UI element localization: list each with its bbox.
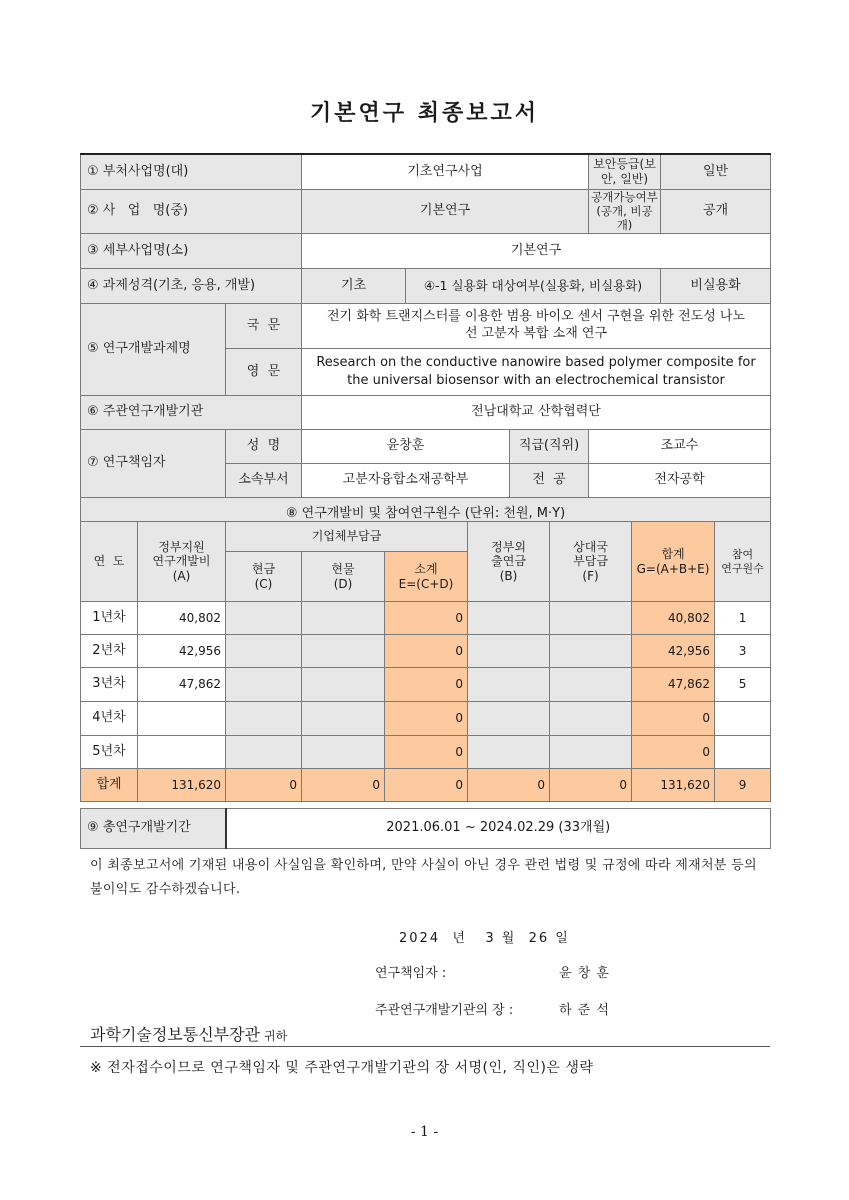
col-cash: 현금 (C) — [226, 552, 302, 602]
year-cell: 5년차 — [81, 736, 138, 769]
subtotal-cell: 0 — [385, 736, 468, 769]
sum-nongov-cell: 0 — [468, 769, 550, 802]
info-row-pi-name — [81, 429, 771, 463]
partner-cell — [550, 635, 632, 668]
info-row-ministry-program — [81, 154, 771, 189]
commercialization-label: ④-1 실용화 대상여부(실용화, 비실용화) — [406, 268, 661, 303]
cash-cell — [226, 602, 302, 635]
gov-cell — [138, 736, 226, 769]
nongov-cell — [468, 702, 550, 736]
gov-cell — [138, 702, 226, 736]
pi-rank-label: 직급(직위) — [510, 429, 589, 463]
pi-label: ⑦ 연구책임자 — [81, 429, 226, 497]
subtotal-cell: 0 — [385, 602, 468, 635]
subprogram-value: 기본연구 — [302, 233, 771, 268]
sum-researchers-cell: 9 — [715, 769, 771, 802]
subprogram-label: ③ 세부사업명(소) — [81, 233, 302, 268]
program-value: 기본연구 — [302, 189, 589, 233]
program-label: ② 사 업 명(중) — [81, 189, 302, 233]
col-subtotal: 소계 E=(C+D) — [385, 552, 468, 602]
in-kind-cell — [302, 702, 385, 736]
date-year-unit: 년 — [452, 931, 467, 946]
col-partner-country: 상대국 부담금 (F) — [550, 522, 632, 602]
year-cell: 2년차 — [81, 635, 138, 668]
table-total-row — [81, 769, 771, 802]
pi-dept-value: 고분자융합소재공학부 — [302, 463, 510, 497]
nongov-cell — [468, 602, 550, 635]
total-cell: 47,862 — [632, 668, 715, 702]
period-label: ⑨ 총연구개발기간 — [81, 809, 226, 849]
col-year: 연 도 — [81, 522, 138, 602]
pi-signature-name: 윤 창 훈 — [559, 966, 610, 981]
security-level-value: 일반 — [661, 154, 771, 189]
gov-cell: 40,802 — [138, 602, 226, 635]
in-kind-cell — [302, 668, 385, 702]
project-nature-value: 기초 — [302, 268, 406, 303]
date-day: 26 — [528, 931, 550, 946]
gov-cell: 42,956 — [138, 635, 226, 668]
date-day-unit: 일 — [555, 931, 570, 946]
english-title-value: Research on the conductive nanowire based polymer composite for the universal biosensor with an electrochemical transistor — [302, 348, 771, 395]
year-cell: 1년차 — [81, 602, 138, 635]
nongov-cell — [468, 736, 550, 769]
project-title-label: ⑤ 연구개발과제명 — [81, 303, 226, 395]
sum-cash-cell: 0 — [226, 769, 302, 802]
year-cell: 3년차 — [81, 668, 138, 702]
table-row — [81, 602, 771, 635]
col-nongov-funding: 정부외 출연금 (B) — [468, 522, 550, 602]
partner-cell — [550, 602, 632, 635]
commercialization-value: 비실용화 — [661, 268, 771, 303]
recipient-suffix: 귀하 — [264, 1029, 288, 1043]
researchers-cell — [715, 736, 771, 769]
korean-title-label: 국 문 — [226, 303, 302, 348]
sum-gov-cell: 131,620 — [138, 769, 226, 802]
info-row-subprogram — [81, 233, 771, 268]
pi-name-label: 성 명 — [226, 429, 302, 463]
cash-cell — [226, 702, 302, 736]
gov-cell: 47,862 — [138, 668, 226, 702]
disclosure-label: 공개가능여부(공개, 비공개) — [589, 189, 661, 233]
report-title: 기본연구 최종보고서 — [310, 101, 539, 126]
col-researchers: 참여 연구원수 — [715, 522, 771, 602]
subtotal-cell: 0 — [385, 635, 468, 668]
sum-year-cell: 합계 — [81, 769, 138, 802]
partner-cell — [550, 702, 632, 736]
in-kind-cell — [302, 602, 385, 635]
report-date — [399, 927, 570, 946]
info-row-program — [81, 189, 771, 233]
sum-total-cell: 131,620 — [632, 769, 715, 802]
total-cell: 40,802 — [632, 602, 715, 635]
researchers-cell: 5 — [715, 668, 771, 702]
cash-cell — [226, 635, 302, 668]
pi-dept-label: 소속부서 — [226, 463, 302, 497]
date-month-unit: 월 — [501, 931, 517, 946]
total-cell: 42,956 — [632, 635, 715, 668]
subtotal-cell: 0 — [385, 668, 468, 702]
col-total: 합계 G=(A+B+E) — [632, 522, 715, 602]
total-cell: 0 — [632, 702, 715, 736]
researchers-cell — [715, 702, 771, 736]
ministry-program-label: ① 부처사업명(대) — [81, 154, 302, 189]
in-kind-cell — [302, 736, 385, 769]
total-cell: 0 — [632, 736, 715, 769]
researchers-cell: 3 — [715, 635, 771, 668]
head-signature-name: 하 준 석 — [559, 1003, 610, 1018]
disclosure-value: 공개 — [661, 189, 771, 233]
col-gov-funding: 정부지원 연구개발비 (A) — [138, 522, 226, 602]
info-row-project-nature — [81, 268, 771, 303]
head-signature-label: 주관연구개발기관의 장 : — [375, 1003, 514, 1018]
nongov-cell — [468, 668, 550, 702]
col-in-kind: 현물 (D) — [302, 552, 385, 602]
project-nature-label: ④ 과제성격(기초, 응용, 개발) — [81, 268, 302, 303]
divider — [80, 1046, 770, 1047]
budget-section-label: ⑧ 연구개발비 및 참여연구원수 (단위: 천원, M·Y) — [81, 497, 771, 530]
in-kind-cell — [302, 635, 385, 668]
cash-cell — [226, 668, 302, 702]
partner-cell — [550, 668, 632, 702]
table-row — [81, 702, 771, 736]
english-title-label: 영 문 — [226, 348, 302, 395]
signature-omission-note: ※ 전자접수이므로 연구책임자 및 주관연구개발기관의 장 서명(인, 직인)은 생략 — [90, 1060, 594, 1076]
table-row — [81, 668, 771, 702]
korean-title-value: 전기 화학 트랜지스터를 이용한 범용 바이오 센서 구현을 위한 전도성 나노선 고분자 복합 소재 연구 — [302, 303, 771, 348]
col-corporate-contribution: 기업체부담금 — [226, 522, 468, 552]
year-cell: 4년차 — [81, 702, 138, 736]
budget-table — [80, 521, 771, 802]
sum-partner-cell: 0 — [550, 769, 632, 802]
date-month: 3 — [485, 931, 496, 946]
table-row — [81, 635, 771, 668]
period-value: 2021.06.01 ~ 2024.02.29 (33개월) — [226, 809, 771, 849]
table-row — [81, 736, 771, 769]
pi-rank-value: 조교수 — [589, 429, 771, 463]
pi-name-value: 윤창훈 — [302, 429, 510, 463]
nongov-cell — [468, 635, 550, 668]
pi-major-value: 전자공학 — [589, 463, 771, 497]
sum-in-kind-cell: 0 — [302, 769, 385, 802]
pi-major-label: 전 공 — [510, 463, 589, 497]
page-number: - 1 - — [410, 1124, 439, 1140]
partner-cell — [550, 736, 632, 769]
researchers-cell: 1 — [715, 602, 771, 635]
project-info-table — [80, 153, 771, 531]
security-level-label: 보안등급(보안, 일반) — [589, 154, 661, 189]
info-row-host-institution — [81, 395, 771, 429]
subtotal-cell: 0 — [385, 702, 468, 736]
info-row-title-korean — [81, 303, 771, 348]
recipient — [90, 1022, 287, 1045]
declaration-text: 이 최종보고서에 기재된 내용이 사실임을 확인하며, 만약 사실이 아닌 경우 관련 법령 및 규정에 따라 제재처분 등의 불이익도 감수하겠습니다. — [90, 858, 757, 897]
sum-subtotal-cell: 0 — [385, 769, 468, 802]
date-year: 2024 — [399, 931, 441, 946]
ministry-name: 과학기술정보통신부장관 — [90, 1025, 261, 1044]
host-institution-label: ⑥ 주관연구개발기관 — [81, 395, 302, 429]
ministry-program-value: 기초연구사업 — [302, 154, 589, 189]
pi-signature-label: 연구책임자 : — [375, 966, 447, 981]
period-table — [80, 808, 771, 849]
host-institution-value: 전남대학교 산학협력단 — [302, 395, 771, 429]
cash-cell — [226, 736, 302, 769]
